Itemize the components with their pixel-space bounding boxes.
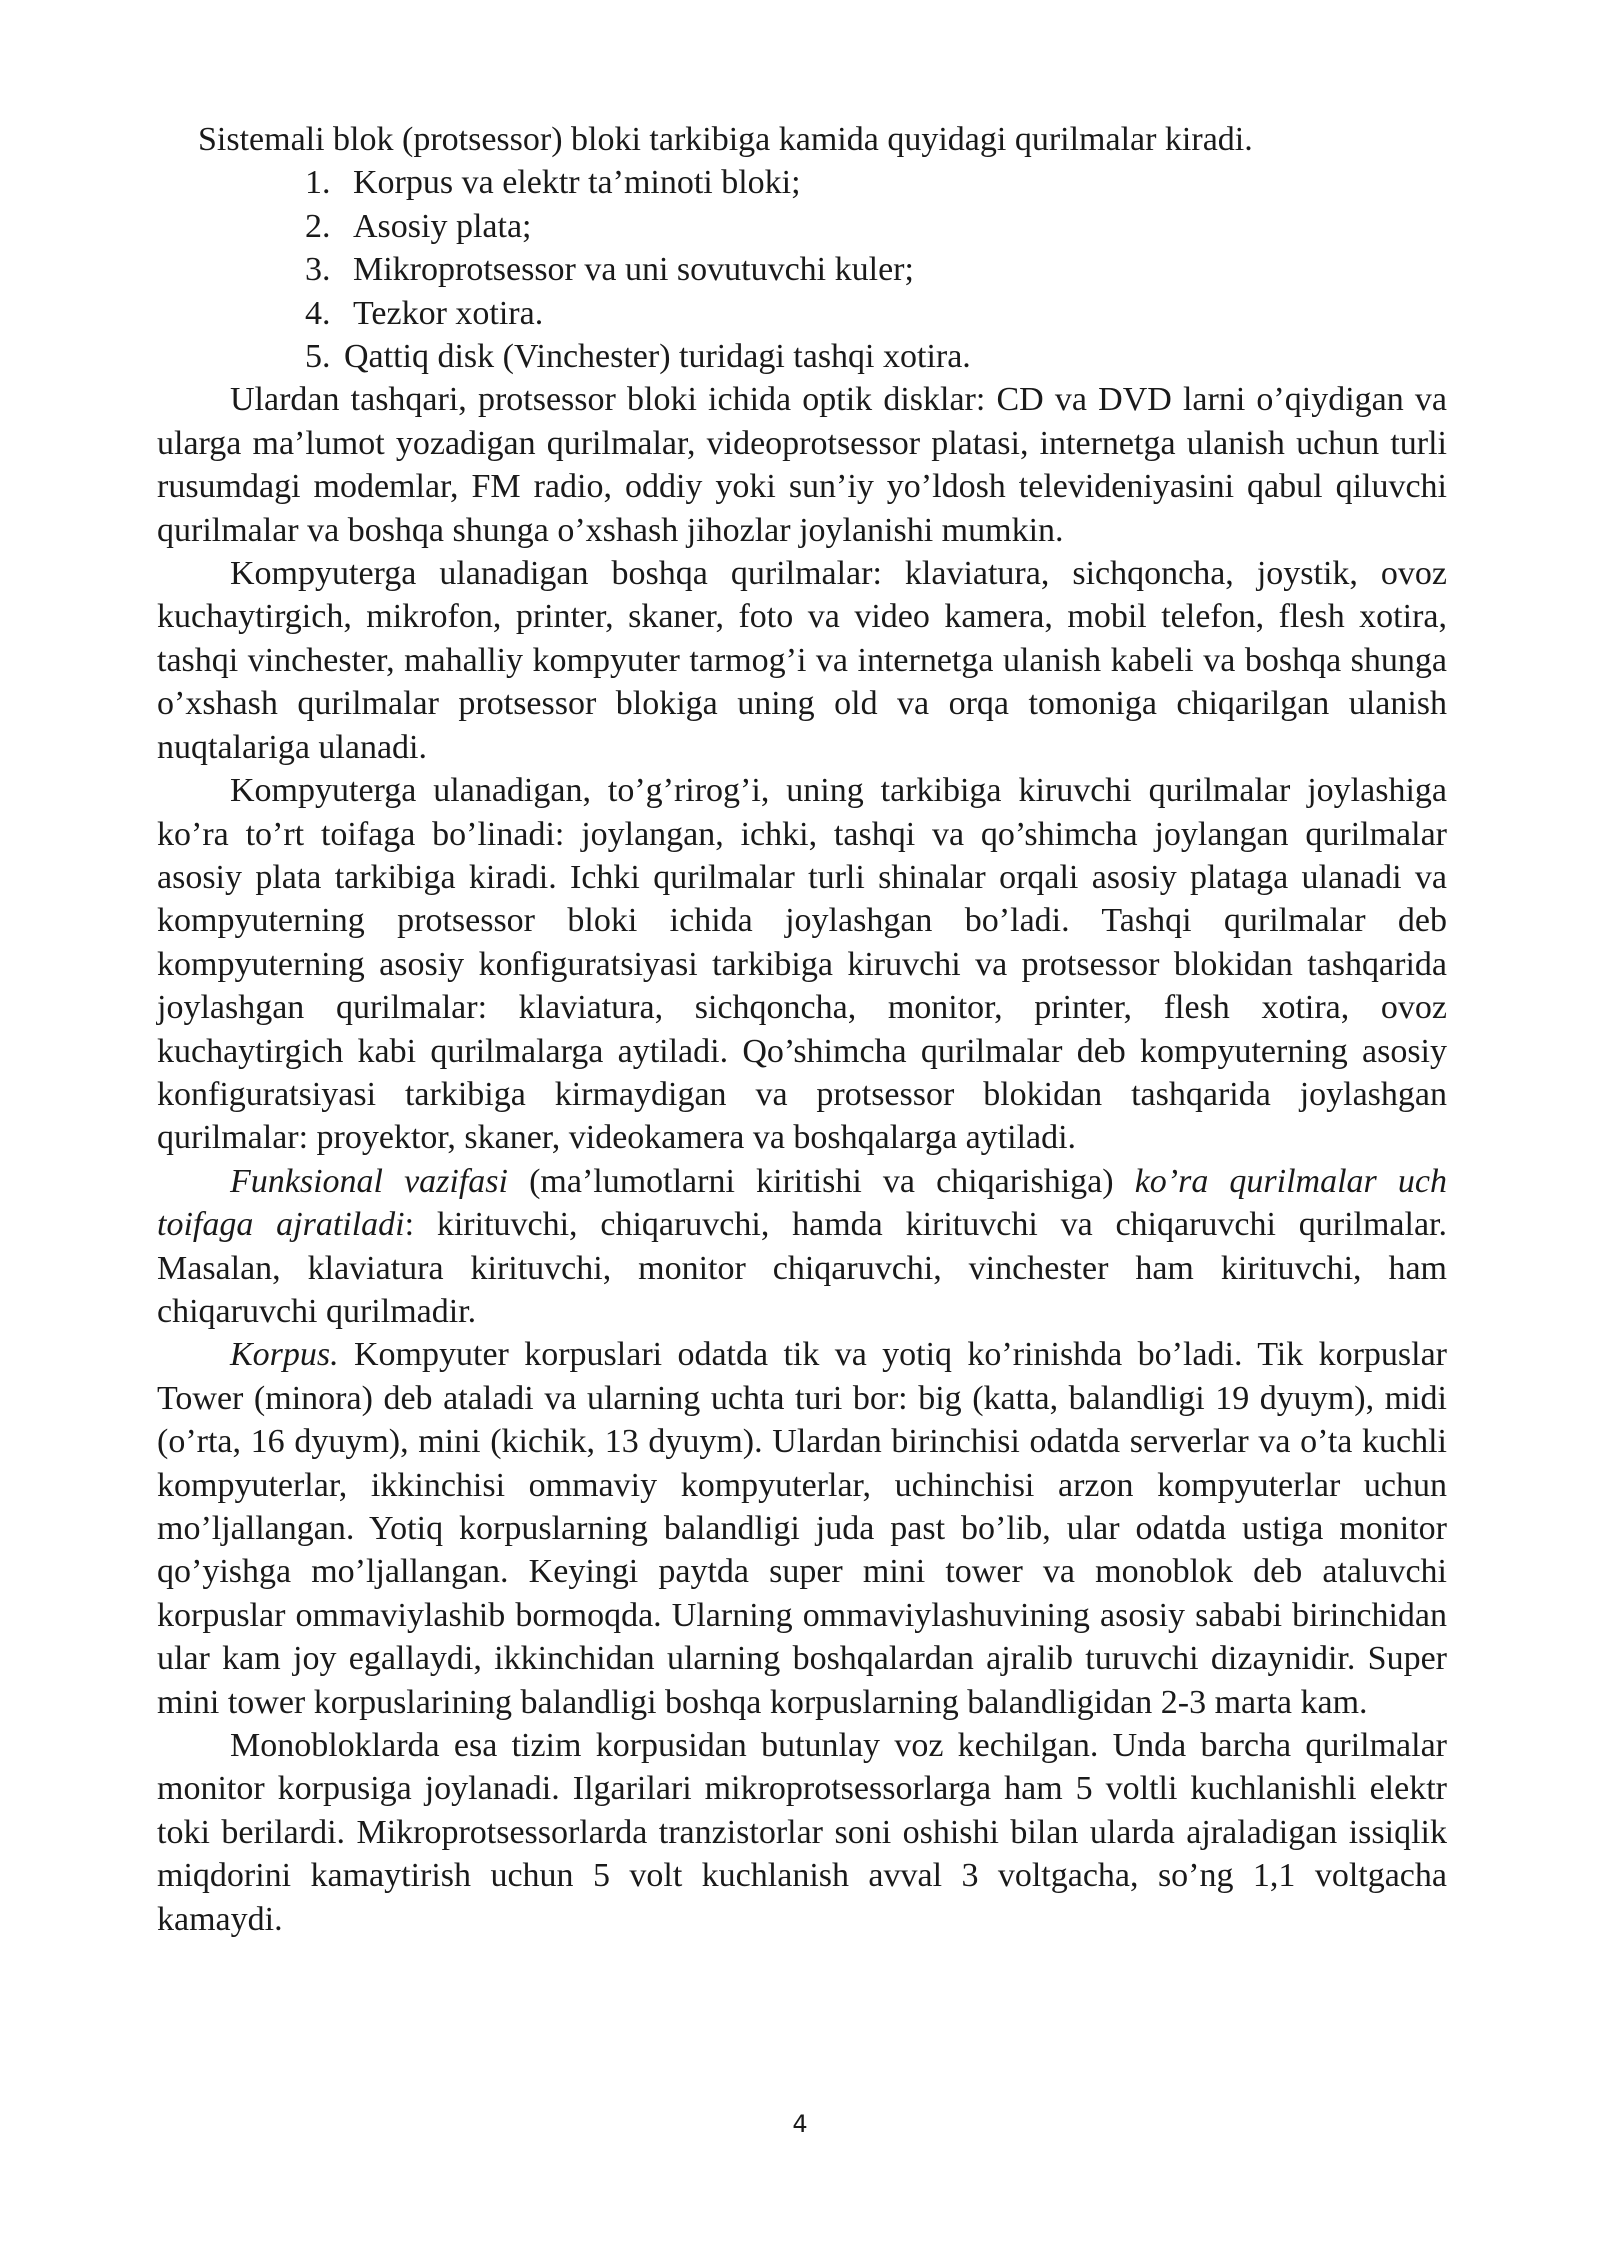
paragraph-text: : kirituvchi, chiqaruvchi, hamda kirituvchi va chiqaruvchi qurilmalar. Masalan, klaviatura kirituvchi, monitor chiqaruvchi, vinchester ham kirituvchi, ham chiqaruvchi qurilmadir.	[157, 1206, 1447, 1330]
list-item-text: Tezkor xotira.	[353, 294, 544, 332]
page-number: 4	[792, 2110, 808, 2138]
paragraph-device-categories: Kompyuterga ulanadigan, to’g’rirog’i, uning tarkibiga kiruvchi qurilmalar joylashiga ko’ra to’rt toifaga bo’linadi: joylangan, ichki, tashqi va qo’shimcha joylangan qurilmalar asosiy plata tarkibiga kiradi. Ichki qurilmalar turli shinalar orqali asosiy plataga ulanadi va kompyuterning protsessor bloki ichida joylashgan bo’ladi. Tashqi qurilmalar deb kompyuterning asosiy konfiguratsiyasi tarkibiga kiruvchi va protsessor blokidan tashqarida joylashgan qurilmalar: klaviatura, sichqoncha, monitor, printer, flesh xotira, ovoz kuchaytirgich kabi qurilmalarga aytiladi. Qo’shimcha qurilmalar deb kompyuterning asosiy konfiguratsiyasi tarkibiga kirmaydigan va protsessor blokidan tashqarida joylashgan qurilmalar: proyektor, skaner, videokamera va boshqalarga aytiladi.	[157, 772, 1447, 1157]
list-item	[157, 335, 1447, 378]
list-item-text: Qattiq disk (Vinchester) turidagi tashqi xotira.	[344, 338, 971, 376]
paragraph-text: Kompyuter korpuslari odatda tik va yotiq ko’rinishda bo’ladi. Tik korpuslar Tower (minora) deb ataladi va ularning uchta turi bor: big (katta, balandligi 19 dyuym), midi (o’rta, 16 dyuym), mini (kichik, 13 dyuym). Ulardan birinchisi odatda serverlar va o’ta kuchli kompyuterlar, ikkinchisi ommaviy kompyuterlar, uchinchisi arzon kompyuterlar uchun mo’ljallangan. Yotiq korpuslarning balandligi juda past bo’lib, ular odatda ustiga monitor qo’yishga mo’ljallangan. Keyingi paytda super mini tower va monoblok deb ataluvchi korpuslar ommaviylashib bormoqda. Ularning ommaviylashuvining asosiy sababi birinchidan ular kam joy egallaydi, ikkinchidan ularning boshqalardan ajralib turuvchi dizaynidir. Super mini tower korpuslarining balandligi boshqa korpuslarning balandligidan 2-3 marta kam.	[157, 1336, 1447, 1721]
intro-line: Sistemali blok (protsessor) bloki tarkibiga kamida quyidagi qurilmalar kiradi.	[198, 121, 1253, 158]
paragraph-text: (ma’lumotlarni kiritishi va chiqarishiga)	[507, 1162, 1135, 1200]
component-list	[157, 161, 1447, 378]
list-item-text: Asosiy plata;	[353, 207, 532, 245]
list-item	[157, 248, 1447, 291]
list-item-number: 1.	[305, 164, 331, 202]
list-item-number: 2.	[305, 207, 331, 245]
paragraph-monoblocks: Monobloklarda esa tizim korpusidan butunlay voz kechilgan. Unda barcha qurilmalar monitor korpusiga joylanadi. Ilgarilari mikroprotsessorlarga ham 5 voltli kuchlanishli elektr toki berilardi. Mikroprotsessorlarda tranzistorlar soni oshishi bilan ularda ajraladigan issiqlik miqdorini kamaytirish uchun 5 volt kuchlanish avval 3 voltgacha, so’ng 1,1 voltgacha kamaydi.	[157, 1727, 1447, 1938]
list-item-number: 3.	[305, 251, 331, 289]
list-item-text: Mikroprotsessor va uni sovutuvchi kuler;	[353, 251, 914, 289]
list-item-number: 4.	[305, 294, 331, 332]
paragraph-korpus	[157, 1333, 1447, 1724]
paragraph-other-devices: Ulardan tashqari, protsessor bloki ichida optik disklar: CD va DVD larni o’qiydigan va ularga ma’lumot yozadigan qurilmalar, videoprotsessor platasi, internetga ulanish uchun turli rusumdagi modemlar, FM radio, oddiy yoki sun’iy yo’ldosh televideniyasini qabul qiluvchi qurilmalar va boshqa shunga o’xshash jihozlar joylanishi mumkin.	[157, 381, 1447, 549]
italic-term: ko’ra qurilmalar uch toifaga ajratiladi	[157, 1162, 1447, 1244]
list-item	[157, 205, 1447, 248]
body-text	[157, 118, 1447, 1941]
list-item	[157, 292, 1447, 335]
italic-term: Funksional vazifasi	[230, 1162, 508, 1200]
italic-term: Korpus.	[230, 1336, 339, 1374]
paragraph-peripherals: Kompyuterga ulanadigan boshqa qurilmalar: klaviatura, sichqoncha, joystik, ovoz kuchaytirgich, mikrofon, printer, skaner, foto va video kamera, mobil telefon, flesh xotira, tashqi vinchester, mahalliy kompyuter tarmog’i va internetga ulanish kabeli va boshqa shunga o’xshash qurilmalar protsessor blokiga uning old va orqa tomoniga chiqarilgan ulanish nuqtalariga ulanadi.	[157, 555, 1447, 766]
list-item-number: 5.	[305, 338, 331, 376]
list-item	[157, 161, 1447, 204]
list-item-text: Korpus va elektr ta’minoti bloki;	[353, 164, 801, 202]
paragraph-functional-purpose	[157, 1160, 1447, 1334]
